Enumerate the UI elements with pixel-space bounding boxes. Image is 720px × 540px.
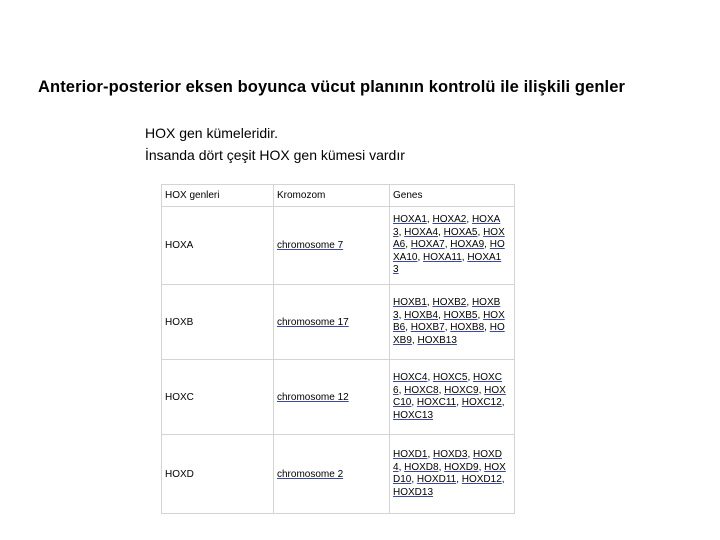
gene-link[interactable]: HOXA9 bbox=[450, 239, 485, 251]
chromosome-cell bbox=[274, 435, 390, 514]
slide-title: Anterior-posterior eksen boyunca vücut planının kontrolü ile ilişkili genler bbox=[38, 78, 626, 96]
table-row bbox=[162, 207, 515, 285]
gene-link[interactable]: HOXA2 bbox=[432, 214, 467, 226]
chromosome-cell bbox=[274, 207, 390, 285]
gene-link[interactable]: HOXB5 bbox=[443, 309, 478, 321]
chromosome-link[interactable]: chromosome 7 bbox=[277, 240, 344, 251]
gene-link[interactable]: HOXC13 bbox=[393, 409, 434, 421]
gene-link[interactable]: HOXD4 bbox=[393, 449, 502, 473]
gene-link[interactable]: HOXB8 bbox=[450, 322, 485, 333]
cluster-name: HOXA bbox=[162, 207, 274, 285]
cluster-name: HOXB bbox=[162, 285, 274, 360]
table-header-row bbox=[162, 185, 515, 207]
gene-link[interactable]: HOXC8 bbox=[404, 384, 439, 396]
intro-text bbox=[145, 122, 405, 166]
gene-link[interactable]: HOXB1 bbox=[393, 297, 427, 308]
intro-line-2: İnsanda dört çeşit HOX gen kümesi vardır bbox=[145, 147, 405, 163]
gene-link[interactable]: HOXA11 bbox=[423, 251, 462, 263]
table-row bbox=[162, 435, 515, 514]
gene-link[interactable]: HOXC10 bbox=[393, 384, 506, 408]
gene-link[interactable]: HOXA6 bbox=[393, 226, 505, 251]
cluster-name: HOXC bbox=[162, 360, 274, 435]
gene-link[interactable]: HOXA4 bbox=[404, 226, 439, 238]
gene-link[interactable]: HOXD10 bbox=[393, 461, 506, 485]
gene-link[interactable]: HOXA3 bbox=[393, 214, 501, 238]
gene-link[interactable]: HOXA5 bbox=[443, 226, 478, 238]
genes-cell: HOXD1, HOXD3, HOXD4, HOXD8, HOXD9, HOXD10, HOXD11, HOXD12, HOXD13 bbox=[390, 435, 515, 514]
gene-link[interactable]: HOXB13 bbox=[417, 334, 457, 346]
gene-link[interactable]: HOXD12 bbox=[461, 474, 502, 485]
gene-link[interactable]: HOXD13 bbox=[393, 486, 434, 498]
gene-link[interactable]: HOXB7 bbox=[410, 322, 445, 333]
gene-link[interactable]: HOXD3 bbox=[433, 449, 468, 460]
gene-link[interactable]: HOXC9 bbox=[444, 384, 479, 396]
hox-gene-table bbox=[161, 184, 515, 514]
genes-cell: HOXA1, HOXA2, HOXA3, HOXA4, HOXA5, HOXA6, HOXA7, HOXA9, HOXA10, HOXA11, HOXA13 bbox=[390, 207, 515, 285]
intro-line-1: HOX gen kümeleridir. bbox=[145, 125, 279, 141]
chromosome-cell bbox=[274, 360, 390, 435]
chromosome-link[interactable]: chromosome 2 bbox=[277, 468, 344, 480]
gene-link[interactable]: HOXA13 bbox=[393, 251, 502, 276]
header-genes: Genes bbox=[390, 185, 515, 207]
gene-link[interactable]: HOXB4 bbox=[404, 309, 439, 321]
table-row bbox=[162, 360, 515, 435]
gene-link[interactable]: HOXD11 bbox=[416, 474, 457, 485]
genes-cell: HOXC4, HOXC5, HOXC6, HOXC8, HOXC9, HOXC10, HOXC11, HOXC12, HOXC13 bbox=[390, 360, 515, 435]
gene-link[interactable]: HOXD9 bbox=[444, 461, 479, 473]
gene-link[interactable]: HOXC6 bbox=[393, 372, 502, 396]
gene-link[interactable]: HOXB3 bbox=[393, 297, 501, 321]
gene-link[interactable]: HOXC4 bbox=[393, 372, 428, 383]
chromosome-link[interactable]: chromosome 17 bbox=[277, 316, 349, 328]
gene-link[interactable]: HOXC5 bbox=[433, 372, 468, 383]
header-chromosome: Kromozom bbox=[274, 185, 390, 207]
genes-cell: HOXB1, HOXB2, HOXB3, HOXB4, HOXB5, HOXB6, HOXB7, HOXB8, HOXB9, HOXB13 bbox=[390, 285, 515, 360]
table-row bbox=[162, 285, 515, 360]
chromosome-link[interactable]: chromosome 12 bbox=[277, 391, 349, 403]
gene-link[interactable]: HOXA10 bbox=[393, 239, 505, 263]
gene-link[interactable]: HOXA7 bbox=[410, 239, 445, 251]
gene-link[interactable]: HOXD8 bbox=[404, 461, 439, 473]
gene-link[interactable]: HOXC11 bbox=[416, 397, 457, 408]
gene-link[interactable]: HOXB2 bbox=[432, 297, 467, 308]
gene-link[interactable]: HOXB6 bbox=[393, 309, 505, 333]
gene-link[interactable]: HOXA1 bbox=[393, 214, 427, 226]
gene-link[interactable]: HOXD1 bbox=[393, 449, 428, 460]
header-hox-genes: HOX genleri bbox=[162, 185, 274, 207]
cluster-name: HOXD bbox=[162, 435, 274, 514]
gene-link[interactable]: HOXB9 bbox=[393, 322, 505, 346]
gene-link[interactable]: HOXC12 bbox=[461, 397, 502, 408]
chromosome-cell bbox=[274, 285, 390, 360]
